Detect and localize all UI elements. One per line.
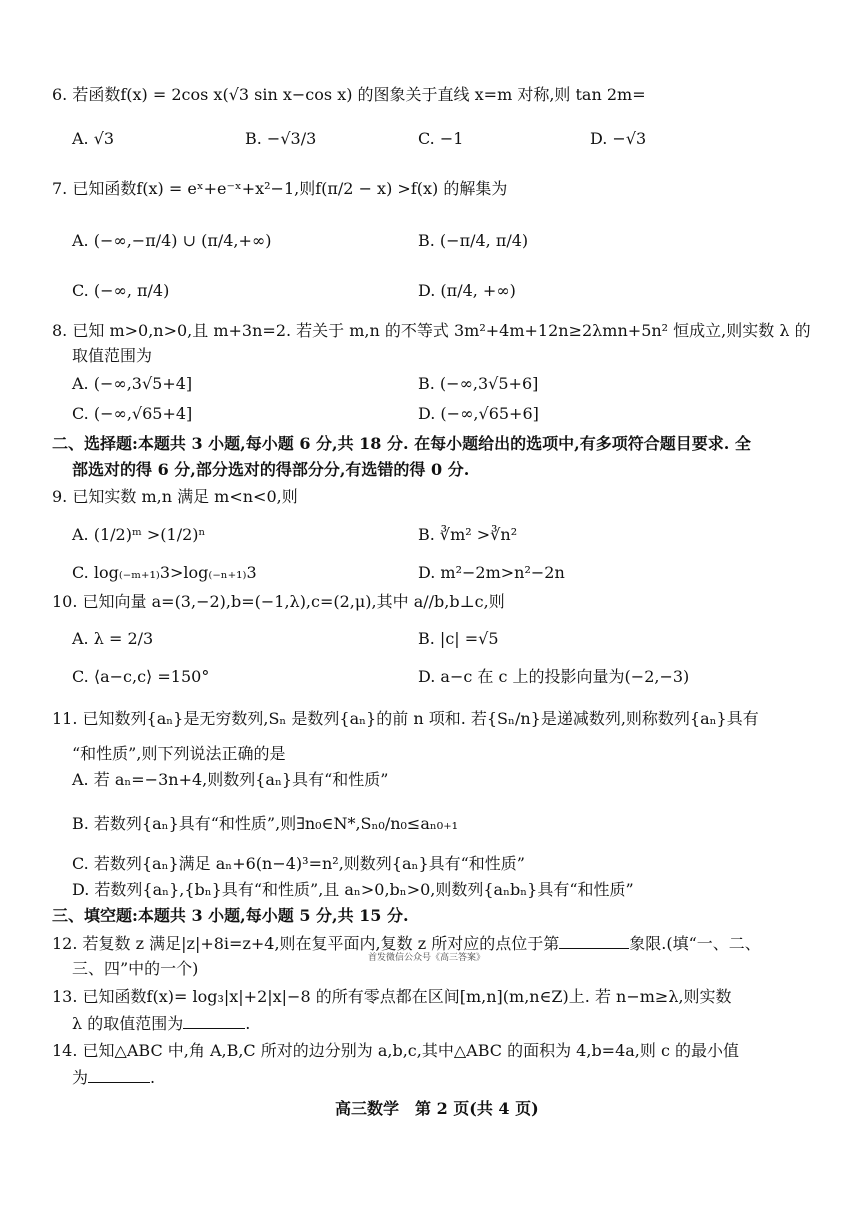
- q8-stem: 8. 已知 m>0,n>0,且 m+3n=2. 若关于 m,n 的不等式 3m²+4m+12n≥2λmn+5n² 恒成立,则实数 λ 的: [52, 321, 811, 340]
- section-2-heading: 二、选择题:本题共 3 小题,每小题 6 分,共 18 分. 在每小题给出的选项中,有多项符合题目要求. 全: [52, 434, 751, 453]
- q13-stem-part-a: λ 的取值范围为: [72, 1014, 184, 1033]
- q10-option-a: A. λ = 2/3: [72, 629, 154, 648]
- q12-stem-part-a: 12. 若复数 z 满足|z|+8i=z+4,则在复平面内,复数 z 所对应的点位于第: [52, 934, 560, 953]
- q13-stem: 13. 已知函数f(x)= log₃|x|+2|x|−8 的所有零点都在区间[m,n](m,n∈Z)上. 若 n−m≥λ,则实数: [52, 987, 732, 1006]
- q11-stem-continued: “和性质”,则下列说法正确的是: [72, 744, 286, 763]
- q7-option-a: A. (−∞,−π/4) ∪ (π/4,+∞): [72, 231, 272, 250]
- q12-answer-blank[interactable]: [559, 932, 629, 949]
- q12-stem-part-b: 象限.(填“一、二、: [629, 934, 761, 953]
- q9-stem: 9. 已知实数 m,n 满足 m<n<0,则: [52, 487, 298, 506]
- q14-answer-blank[interactable]: [88, 1066, 150, 1083]
- q10-stem: 10. 已知向量 a=(3,−2),b=(−1,λ),c=(2,μ),其中 a//b,b⊥c,则: [52, 592, 505, 611]
- q7-option-d: D. (π/4, +∞): [418, 281, 516, 300]
- q7-option-b: B. (−π/4, π/4): [418, 231, 529, 250]
- q14-stem-part-a: 为: [72, 1068, 89, 1087]
- q14-stem-continued: [72, 1066, 155, 1089]
- q11-stem: 11. 已知数列{aₙ}是无穷数列,Sₙ 是数列{aₙ}的前 n 项和. 若{Sₙ/n}是递减数列,则称数列{aₙ}具有: [52, 709, 759, 728]
- q9-option-b: B. ∛m² >∛n²: [418, 525, 518, 544]
- q13-stem-part-b: .: [245, 1014, 251, 1033]
- q10-option-c: C. ⟨a−c,c⟩ =150°: [72, 667, 210, 686]
- q11-option-a: A. 若 aₙ=−3n+4,则数列{aₙ}具有“和性质”: [72, 770, 389, 789]
- q7-option-c: C. (−∞, π/4): [72, 281, 170, 300]
- section-3-heading: 三、填空题:本题共 3 小题,每小题 5 分,共 15 分.: [52, 906, 409, 925]
- q10-option-b: B. |c| =√5: [418, 629, 499, 648]
- q13-stem-continued: [72, 1012, 250, 1035]
- page-footer: 高三数学 第 2 页(共 4 页): [335, 1099, 539, 1118]
- q8-option-d: D. (−∞,√65+6]: [418, 404, 539, 423]
- q14-stem-part-b: .: [150, 1068, 156, 1087]
- q6-option-d: D. −√3: [590, 129, 647, 148]
- q13-answer-blank[interactable]: [183, 1012, 245, 1029]
- q10-option-d: D. a−c 在 c 上的投影向量为(−2,−3): [418, 667, 690, 686]
- q9-option-a: A. (1/2)ᵐ >(1/2)ⁿ: [72, 525, 206, 544]
- q6-option-c: C. −1: [418, 129, 464, 148]
- q9-option-d: D. m²−2m>n²−2n: [418, 563, 565, 582]
- q7-stem: 7. 已知函数f(x) = eˣ+e⁻ˣ+x²−1,则f(π/2 − x) >f(x) 的解集为: [52, 179, 508, 198]
- q8-option-c: C. (−∞,√65+4]: [72, 404, 193, 423]
- q14-stem: 14. 已知△ABC 中,角 A,B,C 所对的边分别为 a,b,c,其中△ABC 的面积为 4,b=4a,则 c 的最小值: [52, 1041, 740, 1060]
- q11-option-b: B. 若数列{aₙ}具有“和性质”,则∃n₀∈N*,Sₙ₀/n₀≤aₙ₀₊₁: [72, 814, 459, 833]
- q11-option-d: D. 若数列{aₙ},{bₙ}具有“和性质”,且 aₙ>0,bₙ>0,则数列{aₙbₙ}具有“和性质”: [72, 880, 634, 899]
- q9-option-c: C. log₍₋ₘ₊₁₎3>log₍₋ₙ₊₁₎3: [72, 563, 257, 582]
- q6-option-b: B. −√3/3: [245, 129, 317, 148]
- section-2-heading-continued: 部选对的得 6 分,部分选对的得部分分,有选错的得 0 分.: [72, 460, 470, 479]
- q8-option-b: B. (−∞,3√5+6]: [418, 374, 539, 393]
- q11-option-c: C. 若数列{aₙ}满足 aₙ+6(n−4)³=n²,则数列{aₙ}具有“和性质”: [72, 854, 525, 873]
- q6-option-a: A. √3: [72, 129, 115, 148]
- q8-option-a: A. (−∞,3√5+4]: [72, 374, 193, 393]
- q6-stem: 6. 若函数f(x) = 2cos x(√3 sin x−cos x) 的图象关于直线 x=m 对称,则 tan 2m=: [52, 85, 646, 104]
- watermark: 首发微信公众号《高三答案》: [368, 953, 486, 963]
- q8-stem-continued: 取值范围为: [72, 346, 153, 365]
- q12-stem-continued: 三、四”中的一个): [72, 959, 199, 978]
